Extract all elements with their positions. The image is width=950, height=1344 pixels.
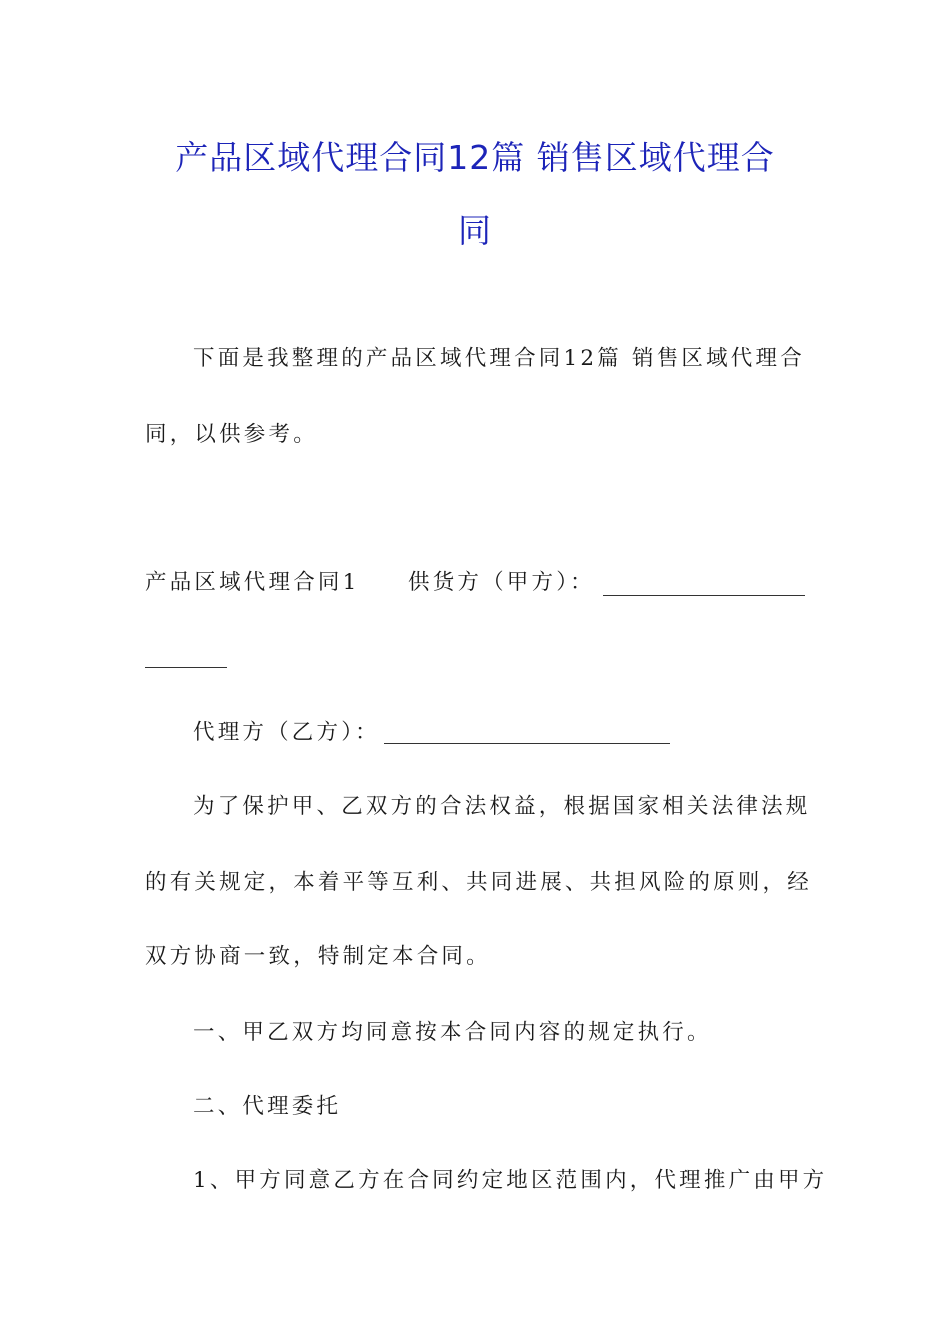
contract-heading: 产品区域代理合同1 bbox=[145, 570, 360, 595]
supplier-blank-line bbox=[603, 595, 805, 596]
preamble-line-1: 为了保护甲、乙双方的合法权益，根据国家相关法律法规 bbox=[193, 794, 811, 819]
agent-blank-line bbox=[384, 743, 670, 744]
agent-label: 代理方（乙方）： bbox=[193, 720, 380, 745]
supplier-blank-line-continued bbox=[145, 667, 227, 668]
supplier-label: 供货方（甲方）： bbox=[408, 570, 595, 595]
clause-two-item-1: 1、甲方同意乙方在合同约定地区范围内，代理推广由甲方 bbox=[193, 1168, 828, 1193]
document-title-line-1: 产品区域代理合同12篇 销售区域代理合 bbox=[175, 138, 775, 177]
preamble-line-2: 的有关规定，本着平等互利、共同进展、共担风险的原则，经 bbox=[145, 870, 812, 895]
intro-paragraph-line-2: 同，以供参考。 bbox=[145, 422, 318, 447]
clause-two-heading: 二、代理委托 bbox=[193, 1094, 342, 1119]
preamble-line-3: 双方协商一致，特制定本合同。 bbox=[145, 944, 491, 969]
clause-one: 一、甲乙双方均同意按本合同内容的规定执行。 bbox=[193, 1020, 712, 1045]
document-title-line-2: 同 bbox=[458, 211, 492, 250]
intro-paragraph-line-1: 下面是我整理的产品区域代理合同12篇 销售区域代理合 bbox=[193, 346, 805, 371]
